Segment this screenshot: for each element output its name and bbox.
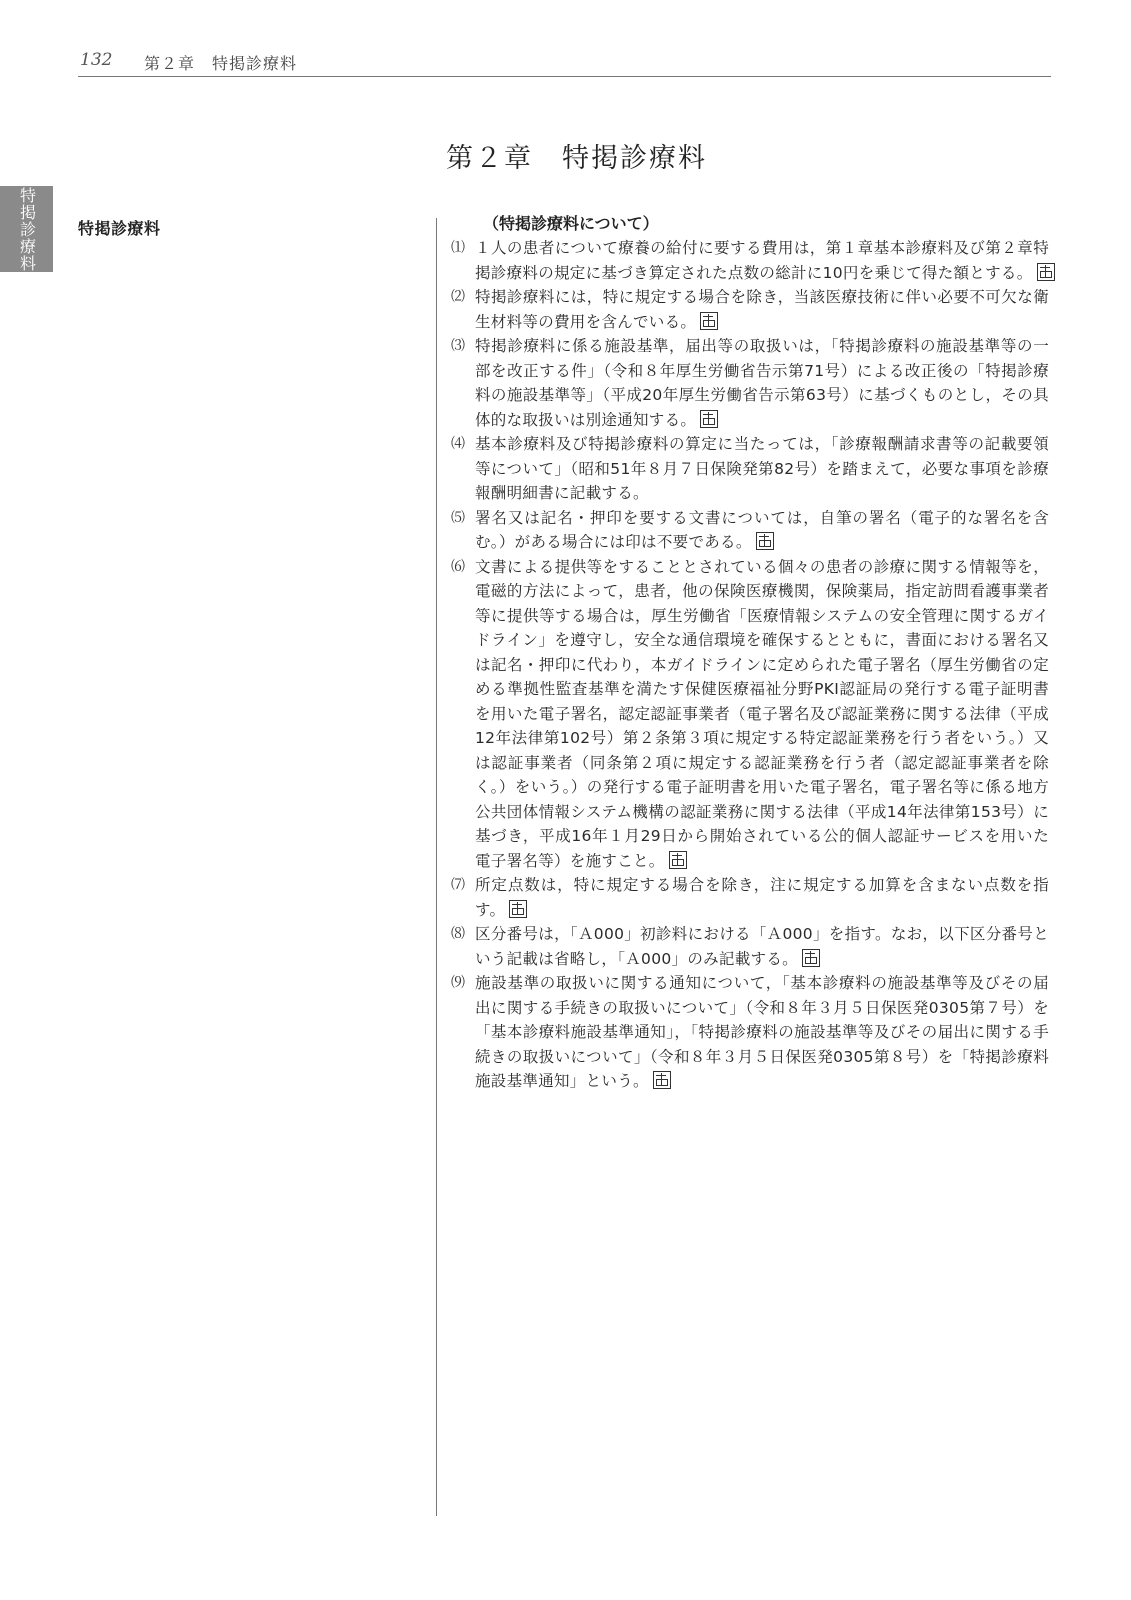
ryu-mark-icon: [700, 410, 718, 428]
list-item: [451, 432, 1055, 506]
list-item: [451, 506, 1055, 555]
ryu-mark-icon: [669, 851, 687, 869]
chapter-title: 第２章 特掲診療料: [446, 143, 707, 174]
main-content: [451, 212, 1055, 1094]
item-number: ⑶: [451, 338, 465, 354]
item-text: 署名又は記名・押印を要する文書については，自筆の署名（電子的な署名を含む。）がある場合には印は不要である。: [475, 508, 1049, 551]
column-divider: [436, 218, 437, 1516]
list-item: [451, 971, 1055, 1094]
ryu-mark-icon: [1037, 263, 1055, 281]
side-index-tab: [0, 186, 53, 272]
side-tab-label: 特掲診療料: [17, 186, 37, 272]
ryu-mark-icon: [653, 1071, 671, 1089]
item-number: ⑻: [451, 926, 465, 942]
item-text: 基本診療料及び特掲診療料の算定に当たっては，「診療報酬請求書等の記載要領等について」（昭和51年８月７日保険発第82号）を踏まえて，必要な事項を診療報酬明細書に記載する。: [475, 435, 1049, 502]
item-text: 区分番号は，「Ａ000」初診料における「Ａ000」を指す。なお，以下区分番号という記載は省略し，「Ａ000」のみ記載する。: [475, 925, 1049, 968]
item-number: ⑼: [451, 975, 465, 991]
item-text: 特掲診療料には，特に規定する場合を除き，当該医療技術に伴い必要不可欠な衛生材料等の費用を含んでいる。: [475, 288, 1049, 331]
item-text: １人の患者について療養の給付に要する費用は，第１章基本診療料及び第２章特掲診療料の規定に基づき算定された点数の総計に10円を乗じて得た額とする。: [475, 236, 1055, 285]
item-number: ⑴: [451, 240, 465, 256]
ryu-mark-icon: [756, 532, 774, 550]
item-number: ⑵: [451, 289, 465, 305]
running-header: [78, 50, 1051, 77]
item-number: ⑺: [451, 877, 465, 893]
list-item: [451, 873, 1055, 922]
left-column-label: 特掲診療料: [78, 219, 161, 238]
item-text: 文書による提供等をすることとされている個々の患者の診療に関する情報等を，電磁的方法によって，患者，他の保険医療機関，保険薬局，指定訪問看護事業者等に提供等する場合は，厚生労働省「医療情報システムの安全管理に関するガイドライン」を遵守し，安全な通信環境を確保するとともに，書面における署名又は記名・押印に代わり，本ガイドラインに定められた電子署名（厚生労働省の定める準拠性監査基準を満たす保健医療福祉分野PKI認証局の発行する電子証明書を用いた電子署名，認定認証事業者（電子署名及び認証業務に関する法律（平成12年法律第102号）第２条第３項に規定する特定認証業務を行う者をいう。）又は認証事業者（同条第２項に規定する認証業務を行う者（認定認証事業者を除く。）をいう。）の発行する電子証明書を用いた電子署名，電子署名等に係る地方公共団体情報システム機構の認証業務に関する法律（平成14年法律第153号）に基づき，平成16年１月29日から開始されている公的個人認証サービスを用いた電子署名等）を施すこと。: [475, 557, 1049, 870]
ryu-mark-icon: [509, 900, 527, 918]
item-number: ⑹: [451, 558, 465, 575]
section-heading: （特掲診療料について）: [483, 214, 659, 233]
ryu-mark-icon: [802, 949, 820, 967]
item-number: ⑸: [451, 509, 465, 526]
list-item: [451, 285, 1055, 334]
list-item: [451, 236, 1055, 285]
ryu-mark-icon: [700, 312, 718, 330]
item-number: ⑷: [451, 436, 465, 452]
item-text: 所定点数は，特に規定する場合を除き，注に規定する加算を含まない点数を指す。: [475, 876, 1049, 919]
list-item: [451, 922, 1055, 971]
list-item: [451, 334, 1055, 432]
item-text: 施設基準の取扱いに関する通知について，「基本診療料の施設基準等及びその届出に関する手続きの取扱いについて」（令和８年３月５日保医発0305第７号）を「基本診療料施設基準通知」，「特掲診療料の施設基準等及びその届出に関する手続きの取扱いについて」（令和８年３月５日保医発0305第８号）を「特掲診療料施設基準通知」という。: [475, 974, 1049, 1090]
list-item: [451, 555, 1055, 874]
item-text: 特掲診療料に係る施設基準，届出等の取扱いは，「特掲診療料の施設基準等の一部を改正する件」（令和８年厚生労働省告示第71号）による改正後の「特掲診療料の施設基準等」（平成20年厚生労働省告示第63号）に基づくものとし，その具体的な取扱いは別途通知する。: [475, 337, 1049, 429]
page-number: 132: [80, 50, 113, 70]
running-title: 第２章 特掲診療料: [144, 54, 298, 73]
